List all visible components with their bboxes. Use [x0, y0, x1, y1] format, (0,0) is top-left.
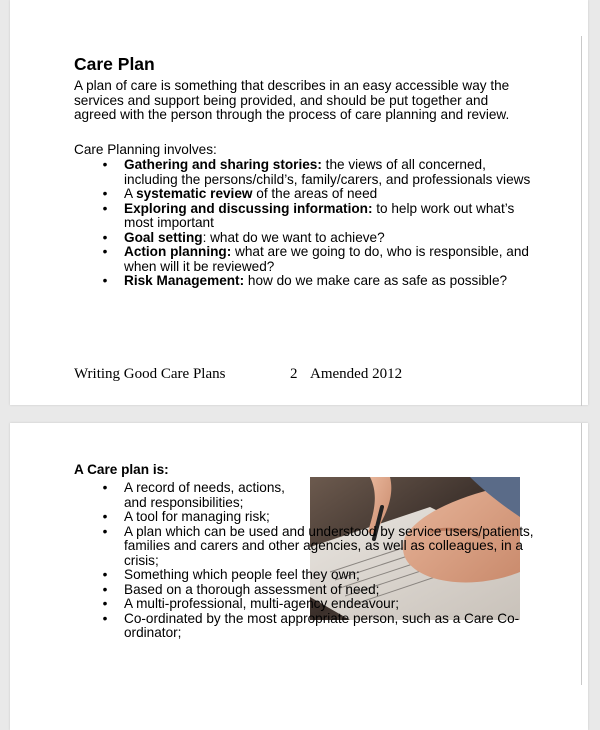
list-item — [74, 231, 534, 246]
bullet-icon: • — [102, 567, 108, 582]
item-text: of the areas of need — [252, 186, 378, 201]
list-item — [74, 202, 534, 231]
bullet-icon: • — [102, 229, 108, 245]
section-heading: A Care plan is: — [74, 462, 169, 477]
item-text: Co-ordinated by the most appropriate person, such as a Care Co-ordinator; — [124, 610, 520, 640]
bullet-icon: • — [102, 610, 108, 626]
list-item — [74, 612, 534, 641]
item-bold: Risk Management: — [124, 273, 245, 288]
item-bold: Exploring and discussing information: — [124, 200, 373, 216]
list-item — [74, 187, 534, 202]
item-text: to help work out what’s most important — [124, 200, 515, 230]
item-text: how do we make care as safe as possible? — [244, 273, 508, 288]
bullet-icon: • — [102, 273, 108, 288]
document-page-1 — [10, 0, 588, 405]
intro-paragraph: A plan of care is something that describes in an easy accessible way the services and support being provided, and should be put together and agreed with the person through the process of care planning and review. — [74, 78, 510, 122]
bullet-icon: • — [102, 244, 108, 259]
footer-doc-title: Writing Good Care Plans — [74, 366, 226, 382]
bullet-icon: • — [102, 480, 108, 495]
care-plan-list — [74, 481, 534, 641]
item-text: A plan which can be used and understood by service users/patients, families and carers and other agencies, as well as colleagues, in a crisis; — [124, 523, 534, 568]
list-item — [74, 510, 534, 525]
list-item — [74, 597, 534, 612]
item-bold: Goal setting — [124, 229, 203, 245]
bullet-icon: • — [102, 200, 108, 216]
item-pre: A — [124, 186, 137, 201]
item-text: Based on a thorough assessment of need; — [124, 581, 380, 597]
list-item — [74, 158, 534, 187]
page-title: Care Plan — [74, 54, 155, 74]
item-bold: systematic review — [136, 186, 253, 201]
item-bold: Action planning: — [124, 244, 232, 259]
footer-amended: Amended 2012 — [310, 366, 403, 382]
item-text: A multi-professional, multi-agency endeavour; — [124, 596, 400, 611]
list-item — [74, 481, 294, 510]
item-text: A tool for managing risk; — [124, 509, 270, 524]
bullet-icon: • — [102, 157, 108, 172]
item-text: : what do we want to achieve? — [202, 229, 385, 245]
bullet-icon: • — [102, 523, 108, 539]
page-margin-rule — [581, 36, 582, 406]
involves-label: Care Planning involves: — [74, 142, 217, 157]
bullet-icon: • — [102, 186, 108, 201]
bullet-icon: • — [102, 581, 108, 597]
item-text: the views of all concerned, including the persons/child’s, family/carers, and professionals views — [124, 157, 531, 187]
page-footer — [74, 365, 403, 383]
document-page-2 — [10, 423, 588, 730]
list-item — [74, 525, 534, 569]
list-item — [74, 274, 534, 289]
item-text: A record of needs, actions, and responsibilities; — [124, 480, 285, 510]
item-text: Something which people feel they own; — [124, 567, 360, 582]
footer-page-number: 2 — [290, 366, 298, 382]
bullet-icon: • — [102, 509, 108, 524]
item-bold: Gathering and sharing stories: — [124, 157, 322, 172]
list-item — [74, 568, 534, 583]
page-margin-rule — [581, 423, 582, 685]
item-text: what are we going to do, who is responsible, and when will it be reviewed? — [124, 244, 529, 274]
list-item — [74, 245, 534, 274]
list-item — [74, 583, 534, 598]
bullet-icon: • — [102, 596, 108, 611]
involves-list — [74, 158, 534, 289]
